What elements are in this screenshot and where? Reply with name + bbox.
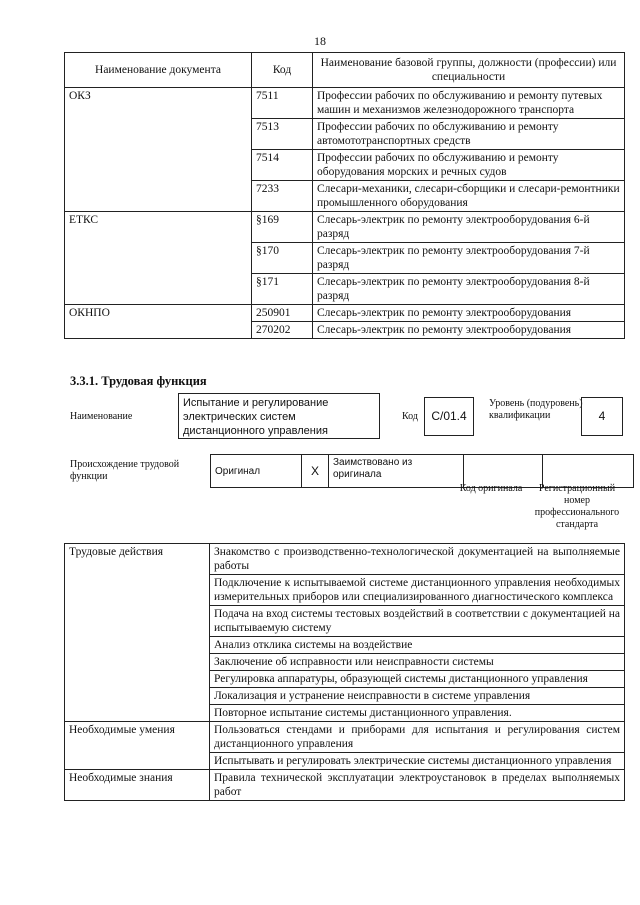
function-name-value: Испытание и регулирование электрических систем дистанционного управления xyxy=(178,393,380,439)
group-item: Испытывать и регулировать электрические системы дистанционного управления xyxy=(210,753,625,770)
row-name: Слесарь-электрик по ремонту электрооборудования xyxy=(313,305,625,322)
table-row xyxy=(65,181,625,212)
table-row xyxy=(65,606,625,637)
function-name-label: Наименование xyxy=(70,411,133,422)
group-label xyxy=(65,688,210,705)
table-row xyxy=(65,688,625,705)
row-code: 250901 xyxy=(252,305,313,322)
table-row xyxy=(65,722,625,753)
table-row xyxy=(65,654,625,671)
row-name: Профессии рабочих по обслуживанию и ремонту автомототранспортных средств xyxy=(313,119,625,150)
section-title: 3.3.1. Трудовая функция xyxy=(70,374,207,388)
group-label xyxy=(65,671,210,688)
row-code: 7513 xyxy=(252,119,313,150)
header-code: Код xyxy=(252,53,313,88)
row-code: §170 xyxy=(252,243,313,274)
row-document: ОКЗ xyxy=(65,88,252,119)
group-label xyxy=(65,637,210,654)
row-document xyxy=(65,274,252,305)
row-code: §169 xyxy=(252,212,313,243)
group-label xyxy=(65,606,210,637)
table-row xyxy=(65,753,625,770)
row-document xyxy=(65,243,252,274)
row-name: Профессии рабочих по обслуживанию и ремонту оборудования морских и речных судов xyxy=(313,150,625,181)
row-document xyxy=(65,322,252,339)
original-mark: X xyxy=(302,455,329,488)
row-document: ЕТКС xyxy=(65,212,252,243)
function-details-table xyxy=(64,543,625,801)
original-code-note: Код оригинала xyxy=(459,483,523,494)
group-label: Трудовые действия xyxy=(65,544,210,575)
origin-label: Происхождение трудовой функции xyxy=(70,459,180,482)
row-name: Профессии рабочих по обслуживанию и ремонту путевых машин и механизмов железнодорожного транспорта xyxy=(313,88,625,119)
group-label: Необходимые умения xyxy=(65,722,210,753)
group-item: Подключение к испытываемой системе дистанционного управления необходимых измерительных приборов или специализированного диагностического комплекса xyxy=(210,575,625,606)
header-document: Наименование документа xyxy=(65,53,252,88)
row-name: Слесарь-электрик по ремонту электрооборудования 7-й разряд xyxy=(313,243,625,274)
table-row xyxy=(65,212,625,243)
row-code: 7233 xyxy=(252,181,313,212)
row-document xyxy=(65,150,252,181)
table-row xyxy=(65,305,625,322)
function-code-label: Код xyxy=(402,411,418,422)
table-row xyxy=(65,119,625,150)
row-document xyxy=(65,119,252,150)
borrowed-label: Заимствовано из оригинала xyxy=(329,455,464,488)
group-item: Регулировка аппаратуры, образующей системы дистанционного управления xyxy=(210,671,625,688)
row-name: Слесарь-электрик по ремонту электрооборудования 8-й разряд xyxy=(313,274,625,305)
group-item: Локализация и устранение неисправности в системе управления xyxy=(210,688,625,705)
table-row xyxy=(65,322,625,339)
row-name: Слесари-механики, слесари-сборщики и слесари-ремонтники промышленного оборудования xyxy=(313,181,625,212)
row-name: Слесарь-электрик по ремонту электрооборудования 6-й разряд xyxy=(313,212,625,243)
group-label xyxy=(65,575,210,606)
group-label xyxy=(65,654,210,671)
original-label: Оригинал xyxy=(211,455,302,488)
group-label xyxy=(65,705,210,722)
row-document: ОКНПО xyxy=(65,305,252,322)
row-code: 7511 xyxy=(252,88,313,119)
row-name: Слесарь-электрик по ремонту электрооборудования xyxy=(313,322,625,339)
row-code: 7514 xyxy=(252,150,313,181)
table-row xyxy=(65,637,625,654)
table-row xyxy=(65,671,625,688)
row-document xyxy=(65,181,252,212)
function-code-value: C/01.4 xyxy=(424,397,474,436)
table-header-row xyxy=(65,53,625,88)
table-row xyxy=(65,575,625,606)
group-item: Повторное испытание системы дистанционного управления. xyxy=(210,705,625,722)
group-item: Анализ отклика системы на воздействие xyxy=(210,637,625,654)
row-code: §171 xyxy=(252,274,313,305)
group-label xyxy=(65,753,210,770)
table-row xyxy=(65,243,625,274)
group-item: Знакомство с производственно-технологической документацией на выполняемые работы xyxy=(210,544,625,575)
qualification-level-value: 4 xyxy=(581,397,623,436)
group-label: Необходимые знания xyxy=(65,770,210,801)
header-name: Наименование базовой группы, должности (профессии) или специальности xyxy=(313,53,625,88)
table-row xyxy=(65,544,625,575)
table-row xyxy=(65,150,625,181)
table-row xyxy=(65,705,625,722)
occupation-codes-table xyxy=(64,52,625,339)
group-item: Пользоваться стендами и приборами для испытания и регулирования систем дистанционного управления xyxy=(210,722,625,753)
group-item: Подача на вход системы тестовых воздействий в соответствии с документацией на испытываемую систему xyxy=(210,606,625,637)
qualification-level-label: Уровень (подуровень) квалификации xyxy=(489,398,583,421)
row-code: 270202 xyxy=(252,322,313,339)
registration-number-note: Регистрационный номер профессионального стандарта xyxy=(534,483,620,530)
group-item: Правила технической эксплуатации электроустановок в пределах выполняемых работ xyxy=(210,770,625,801)
table-row xyxy=(65,770,625,801)
group-item: Заключение об исправности или неисправности системы xyxy=(210,654,625,671)
table-row xyxy=(65,274,625,305)
table-row xyxy=(65,88,625,119)
page-number: 18 xyxy=(314,34,326,48)
